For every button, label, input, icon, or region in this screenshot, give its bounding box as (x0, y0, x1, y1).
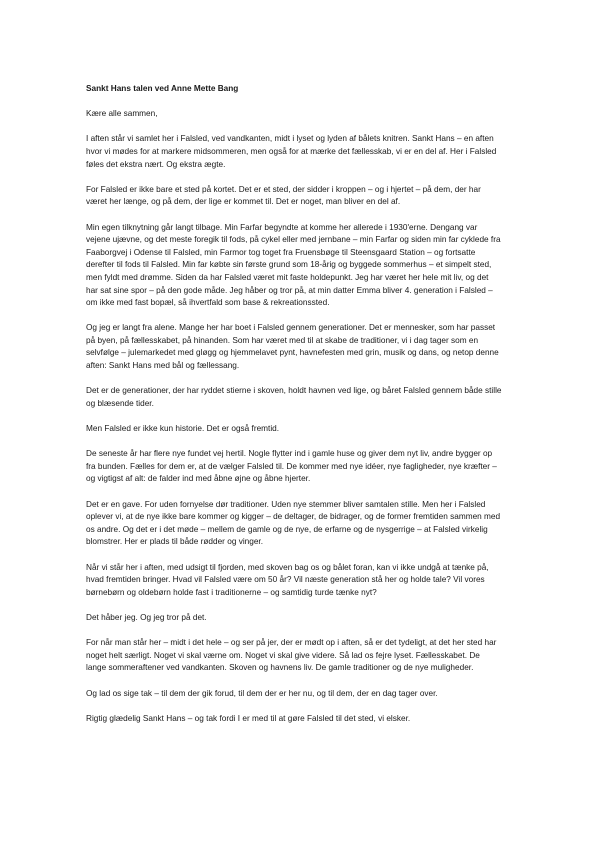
paragraph: Min egen tilknytning går langt tilbage. Min Farfar begyndte at komme her allerede i 1930'erne. Dengang var vejene ujævne, og det meste foregik til fods, på cykel eller med jernbane – min Farfar og siden min far cyklede fra Faaborgvej i Odense til Falsled, min Farmor tog toget fra Fruensbøge til Steensgaard Station – og fortsatte derefter til fods til Falsled. Min far købte sin første grund som 18-årig og byggede sommerhus – et simpelt sted, men fyldt med drømme. Siden da har Falsled været mit faste holdepunkt. Jeg har været her hele mit liv, og det har sat sine spor – på den gode måde. Jeg håber og tror på, at min datter Emma bliver 4. generation i Falsled – om ikke med fast bopæl, så ihvertfald som base & rekreationssted. (86, 222, 501, 308)
paragraph: For når man står her – midt i det hele – og ser på jer, der er mødt op i aften, så er det tydeligt, at det her sted har noget helt særligt. Noget vi skal værne om. Noget vi skal give videre. Så lad os fejre lyset. Fællesskabet. De lange sommeraftener ved vandkanten. Skoven og havnens liv. De gamle traditioner og de nye muligheder. (86, 638, 497, 673)
paragraph: I aften står vi samlet her i Falsled, ved vandkanten, midt i lyset og lyden af bålets knitren. Sankt Hans – en aften hvor vi mødes for at markere midsommeren, men også for at mærke det fællesskab, vi er en del af. Her i Falsled føles det ekstra nært. Og ekstra ægte. (86, 134, 497, 169)
paragraph: For Falsled er ikke bare et sted på kortet. Det er et sted, der sidder i kroppen – og i hjertet – på dem, der har været her længe, og på dem, der lige er kommet til. Det er noget, man bliver en del af. (86, 184, 481, 207)
paragraph: Det håber jeg. Og jeg tror på det. (86, 612, 207, 622)
paragraph: Det er en gave. For uden fornyelse dør traditioner. Uden nye stemmer bliver samtalen stille. Men her i Falsled oplever vi, at de nye ikke bare kommer og kigger – de deltager, de bidrager, og de former fremtiden sammen med os andre. Og det er i det møde – mellem de gamle og de nye, de erfarne og de nysgerrige – at Falsled virkelig blomstrer. Her er plads til både rødder og vinger. (86, 499, 501, 547)
paragraph-greeting: Kære alle sammen, (86, 109, 158, 119)
paragraph: De seneste år har flere nye fundet vej hertil. Nogle flytter ind i gamle huse og giver dem nyt liv, andre bygger op fra bunden. Fælles for dem er, at de vælger Falsled til. De kommer med nye idéer, nye fagligheder, nye kræfter – og vigtigst af alt: de falder ind med åbne øjne og åbne hjerter. (86, 449, 497, 484)
document-title: Sankt Hans talen ved Anne Mette Bang (86, 84, 239, 93)
paragraph: Når vi står her i aften, med udsigt til fjorden, med skoven bag os og bålet foran, kan vi ikke undgå at tænke på, hvad fremtiden bringer. Hvad vil Falsled være om 50 år? Vil næste generation stå her og holde tale? Vil vores børnebørn og oldebørn holde fast i traditionerne – og samtidig turde tænke nyt? (86, 562, 489, 597)
paragraph-closing: Rigtig glædelig Sankt Hans – og tak fordi I er med til at gøre Falsled til det sted, vi elsker. (86, 713, 411, 723)
paragraph: Men Falsled er ikke kun historie. Det er også fremtid. (86, 424, 280, 434)
document-body (86, 83, 502, 738)
paragraph: Og jeg er langt fra alene. Mange her har boet i Falsled gennem generationer. Det er mennesker, som har passet på byen, på fællesskabet, på hinanden. Som har været med til at skabe de traditioner, vi i dag tager som en selvfølge – julemarkedet med gløgg og hjemmelavet pynt, havnefesten med grin, musik og dans, og netop denne aften: Sankt Hans med bål og fællessang. (86, 323, 499, 371)
paragraph: Det er de generationer, der har ryddet stierne i skoven, holdt havnen ved lige, og båret Falsled gennem både stille og blæsende tider. (86, 386, 502, 408)
paragraph: Og lad os sige tak – til dem der gik forud, til dem der er her nu, og til dem, der en dag tager over. (86, 688, 438, 698)
